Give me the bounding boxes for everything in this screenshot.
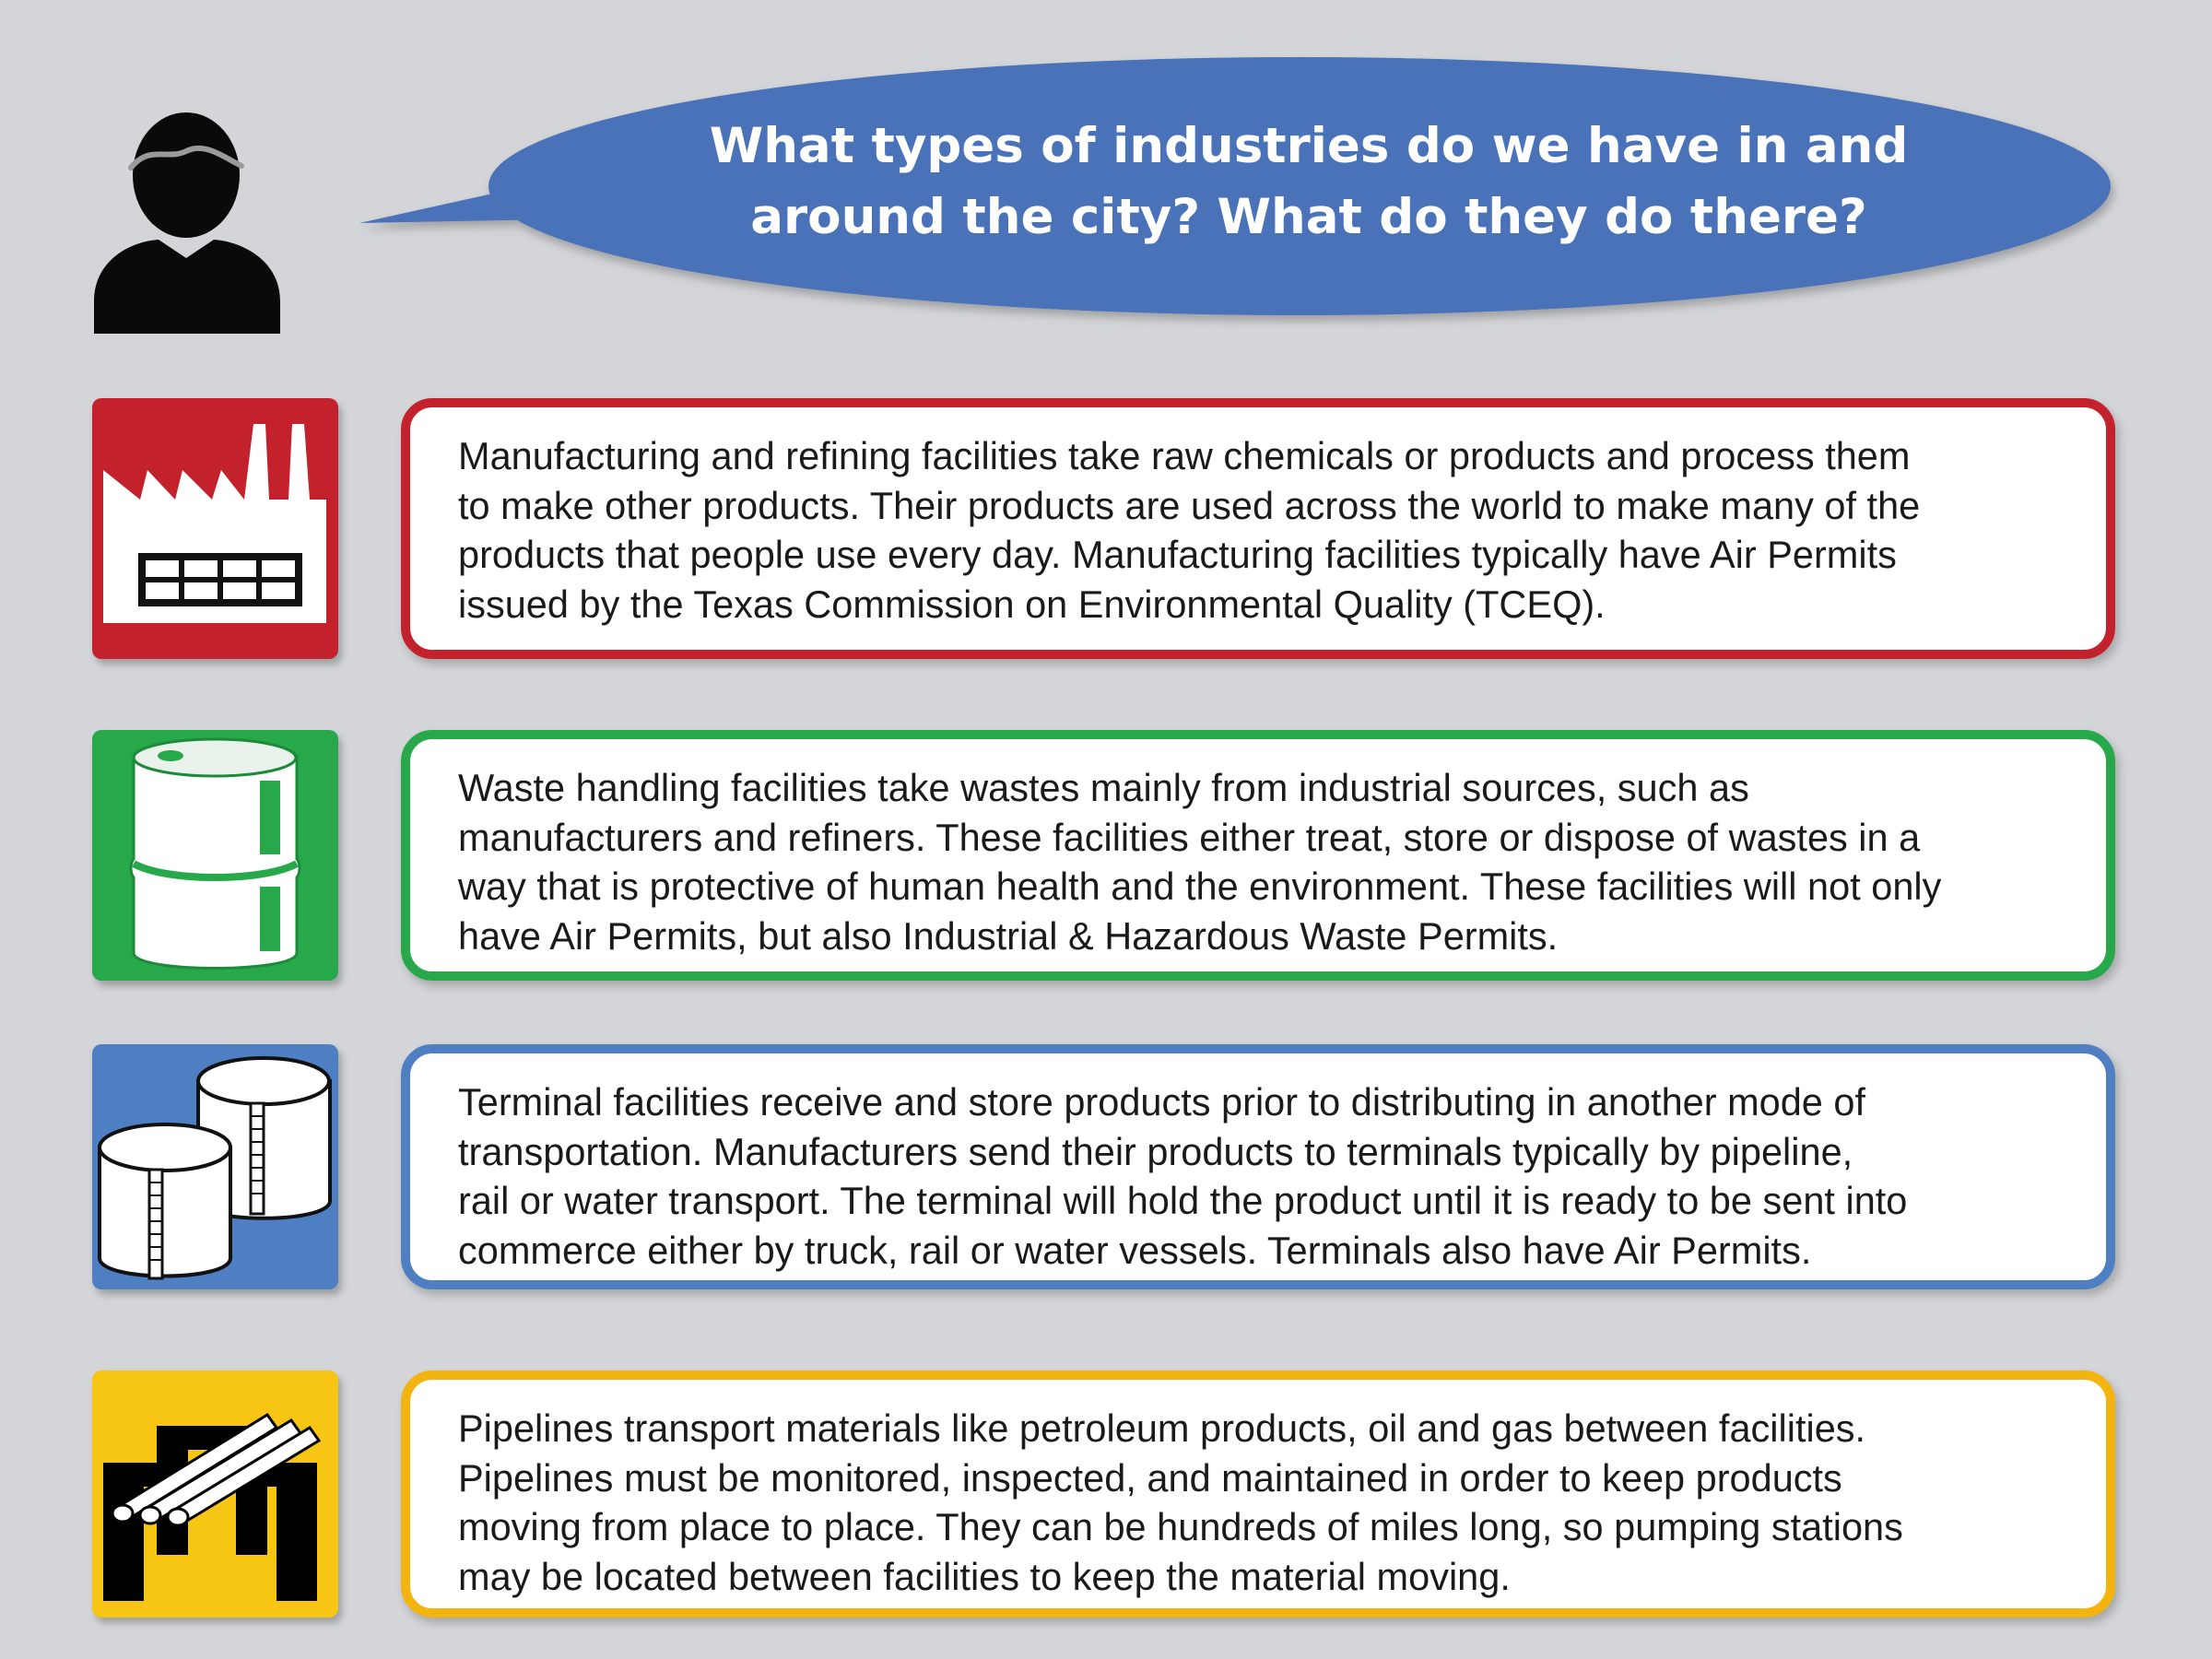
storage-tanks-icon — [92, 1044, 338, 1289]
manufacturing-card — [401, 398, 2115, 659]
header-question — [673, 111, 1945, 253]
text-line: commerce either by truck, rail or water vessels. Terminals also have Air Permits. — [458, 1228, 1812, 1272]
pipeline-icon — [92, 1371, 338, 1618]
text-line: Pipelines must be monitored, inspected, and maintained in order to keep products — [458, 1455, 1842, 1500]
text-line: rail or water transport. The terminal will hold the product until it is ready to be sent into — [458, 1179, 1908, 1222]
text-line: to make other products. Their products are used across the world to make many of the — [458, 483, 1921, 527]
pipeline-description — [458, 1404, 2069, 1601]
waste-card — [401, 730, 2115, 981]
question-line: around the city? What do they do there? — [750, 189, 1867, 245]
text-line: have Air Permits, but also Industrial & Hazardous Waste Permits. — [458, 913, 1559, 958]
manufacturing-description — [458, 431, 2069, 629]
text-line: Pipelines transport materials like petroleum products, oil and gas between facilities. — [458, 1406, 1866, 1450]
text-line: moving from place to place. They can be hundreds of miles long, so pumping stations — [458, 1505, 1903, 1548]
pipeline-card — [401, 1371, 2115, 1618]
terminal-description — [458, 1077, 2069, 1275]
factory-icon — [92, 398, 338, 659]
waste-description — [458, 763, 2069, 960]
text-line: issued by the Texas Commission on Environmental Quality (TCEQ). — [458, 582, 1606, 626]
barrel-icon — [92, 730, 338, 981]
question-line: What types of industries do we have in and — [709, 118, 1909, 174]
text-line: products that people use every day. Manufacturing facilities typically have Air Permits — [458, 533, 1897, 576]
text-line: Manufacturing and refining facilities take raw chemicals or products and process them — [458, 434, 1911, 477]
text-line: manufacturers and refiners. These facilities either treat, store or dispose of wastes in a — [458, 815, 1921, 859]
text-line: Waste handling facilities take wastes mainly from industrial sources, such as — [458, 766, 1749, 809]
text-line: way that is protective of human health and the environment. These facilities will not only — [458, 865, 1942, 908]
text-line: may be located between facilities to keep the material moving. — [458, 1554, 1511, 1598]
text-line: Terminal facilities receive and store products prior to distributing in another mode of — [458, 1080, 1866, 1124]
person-icon — [85, 103, 297, 334]
terminal-card — [401, 1044, 2115, 1289]
text-line: transportation. Manufacturers send their products to terminals typically by pipeline, — [458, 1129, 1853, 1173]
